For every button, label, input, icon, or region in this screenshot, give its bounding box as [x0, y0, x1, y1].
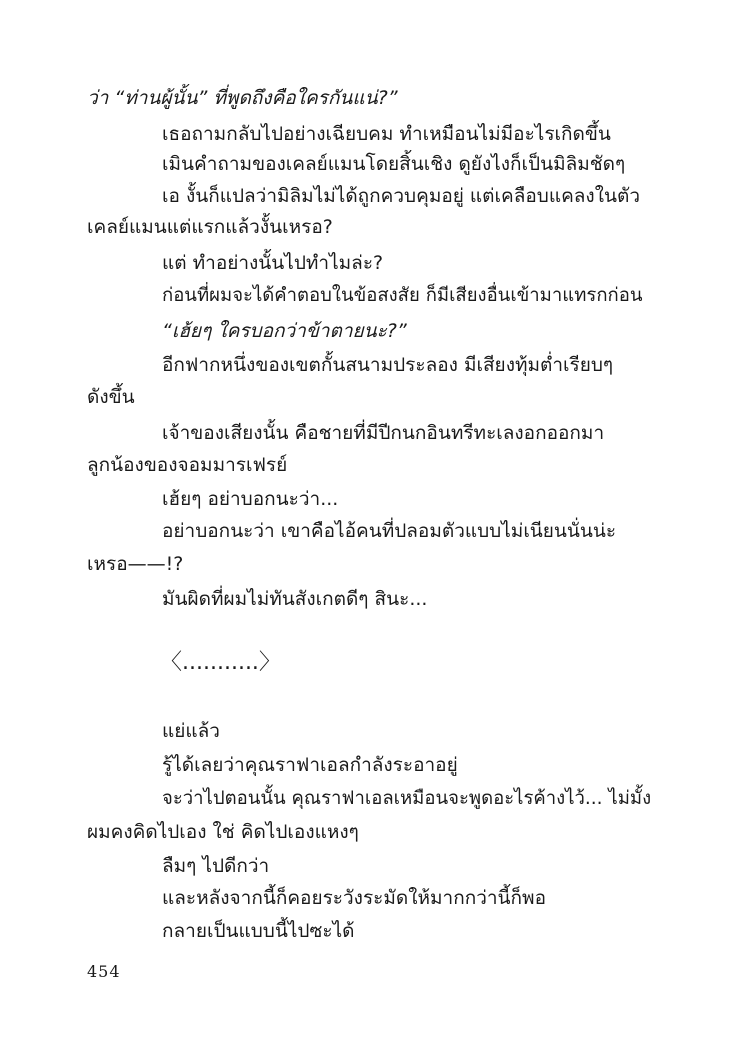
- text-line: ลืมๆ ไปดีกว่า: [162, 855, 270, 877]
- scene-break: 〈...........〉: [160, 650, 281, 675]
- text-line: เอ งั้นก็แปลว่ามิลิมไม่ได้ถูกควบคุมอยู่ แต่เคลือบแคลงในตัว: [162, 185, 640, 207]
- text-line: อย่าบอกนะว่า เขาคือไอ้คนที่ปลอมตัวแบบไม่เนียนนั่นน่ะ: [162, 520, 617, 542]
- text-line: แย่แล้ว: [162, 720, 220, 742]
- text-line: แต่ ทำอย่างนั้นไปทำไมล่ะ?: [162, 252, 384, 274]
- text-line: ผมคงคิดไปเอง ใช่ คิดไปเองแหงๆ: [87, 821, 359, 843]
- text-line: และหลังจากนี้ก็คอยระวังระมัดให้มากกว่านี้ก็พอ: [162, 887, 546, 909]
- text-line: อีกฟากหนึ่งของเขตกั้นสนามประลอง มีเสียงทุ้มต่ำเรียบๆ: [162, 354, 614, 376]
- text-line: เฮ้ยๆ อย่าบอกนะว่า...: [162, 488, 339, 510]
- text-line: มันผิดที่ผมไม่ทันสังเกตดีๆ สินะ...: [162, 588, 428, 610]
- page-number: 454: [87, 962, 121, 981]
- text-line: เคลย์แมนแต่แรกแล้วงั้นเหรอ?: [87, 216, 333, 238]
- text-line: เจ้าของเสียงนั้น คือชายที่มีปีกนกอินทรีทะเลงอกออกมา: [162, 422, 605, 444]
- text-line: เหรอ——!?: [87, 553, 184, 575]
- text-line: “เฮ้ยๆ ใครบอกว่าข้าตายนะ?”: [162, 320, 407, 342]
- text-line: เธอถามกลับไปอย่างเฉียบคม ทำเหมือนไม่มีอะไรเกิดขึ้น: [162, 123, 611, 145]
- text-line: จะว่าไปตอนนั้น คุณราฟาเอลเหมือนจะพูดอะไรค้างไว้... ไม่มั้ง: [162, 788, 652, 809]
- text-line: เมินคำถามของเคลย์แมนโดยสิ้นเชิง ดูยังไงก็เป็นมิลิมชัดๆ: [162, 153, 626, 175]
- text-line: รู้ได้เลยว่าคุณราฟาเอลกำลังระอาอยู่: [162, 754, 458, 776]
- text-line: ดังขึ้น: [87, 386, 135, 408]
- text-line: กลายเป็นแบบนี้ไปซะได้: [162, 920, 355, 942]
- text-line: ว่า “ท่านผู้นั้น” ที่พูดถึงคือใครกันแน่?”: [87, 87, 398, 109]
- text-line: ก่อนที่ผมจะได้คำตอบในข้อสงสัย ก็มีเสียงอื่นเข้ามาแทรกก่อน: [162, 285, 643, 306]
- text-line: ลูกน้องของจอมมารเฟรย์: [87, 454, 288, 476]
